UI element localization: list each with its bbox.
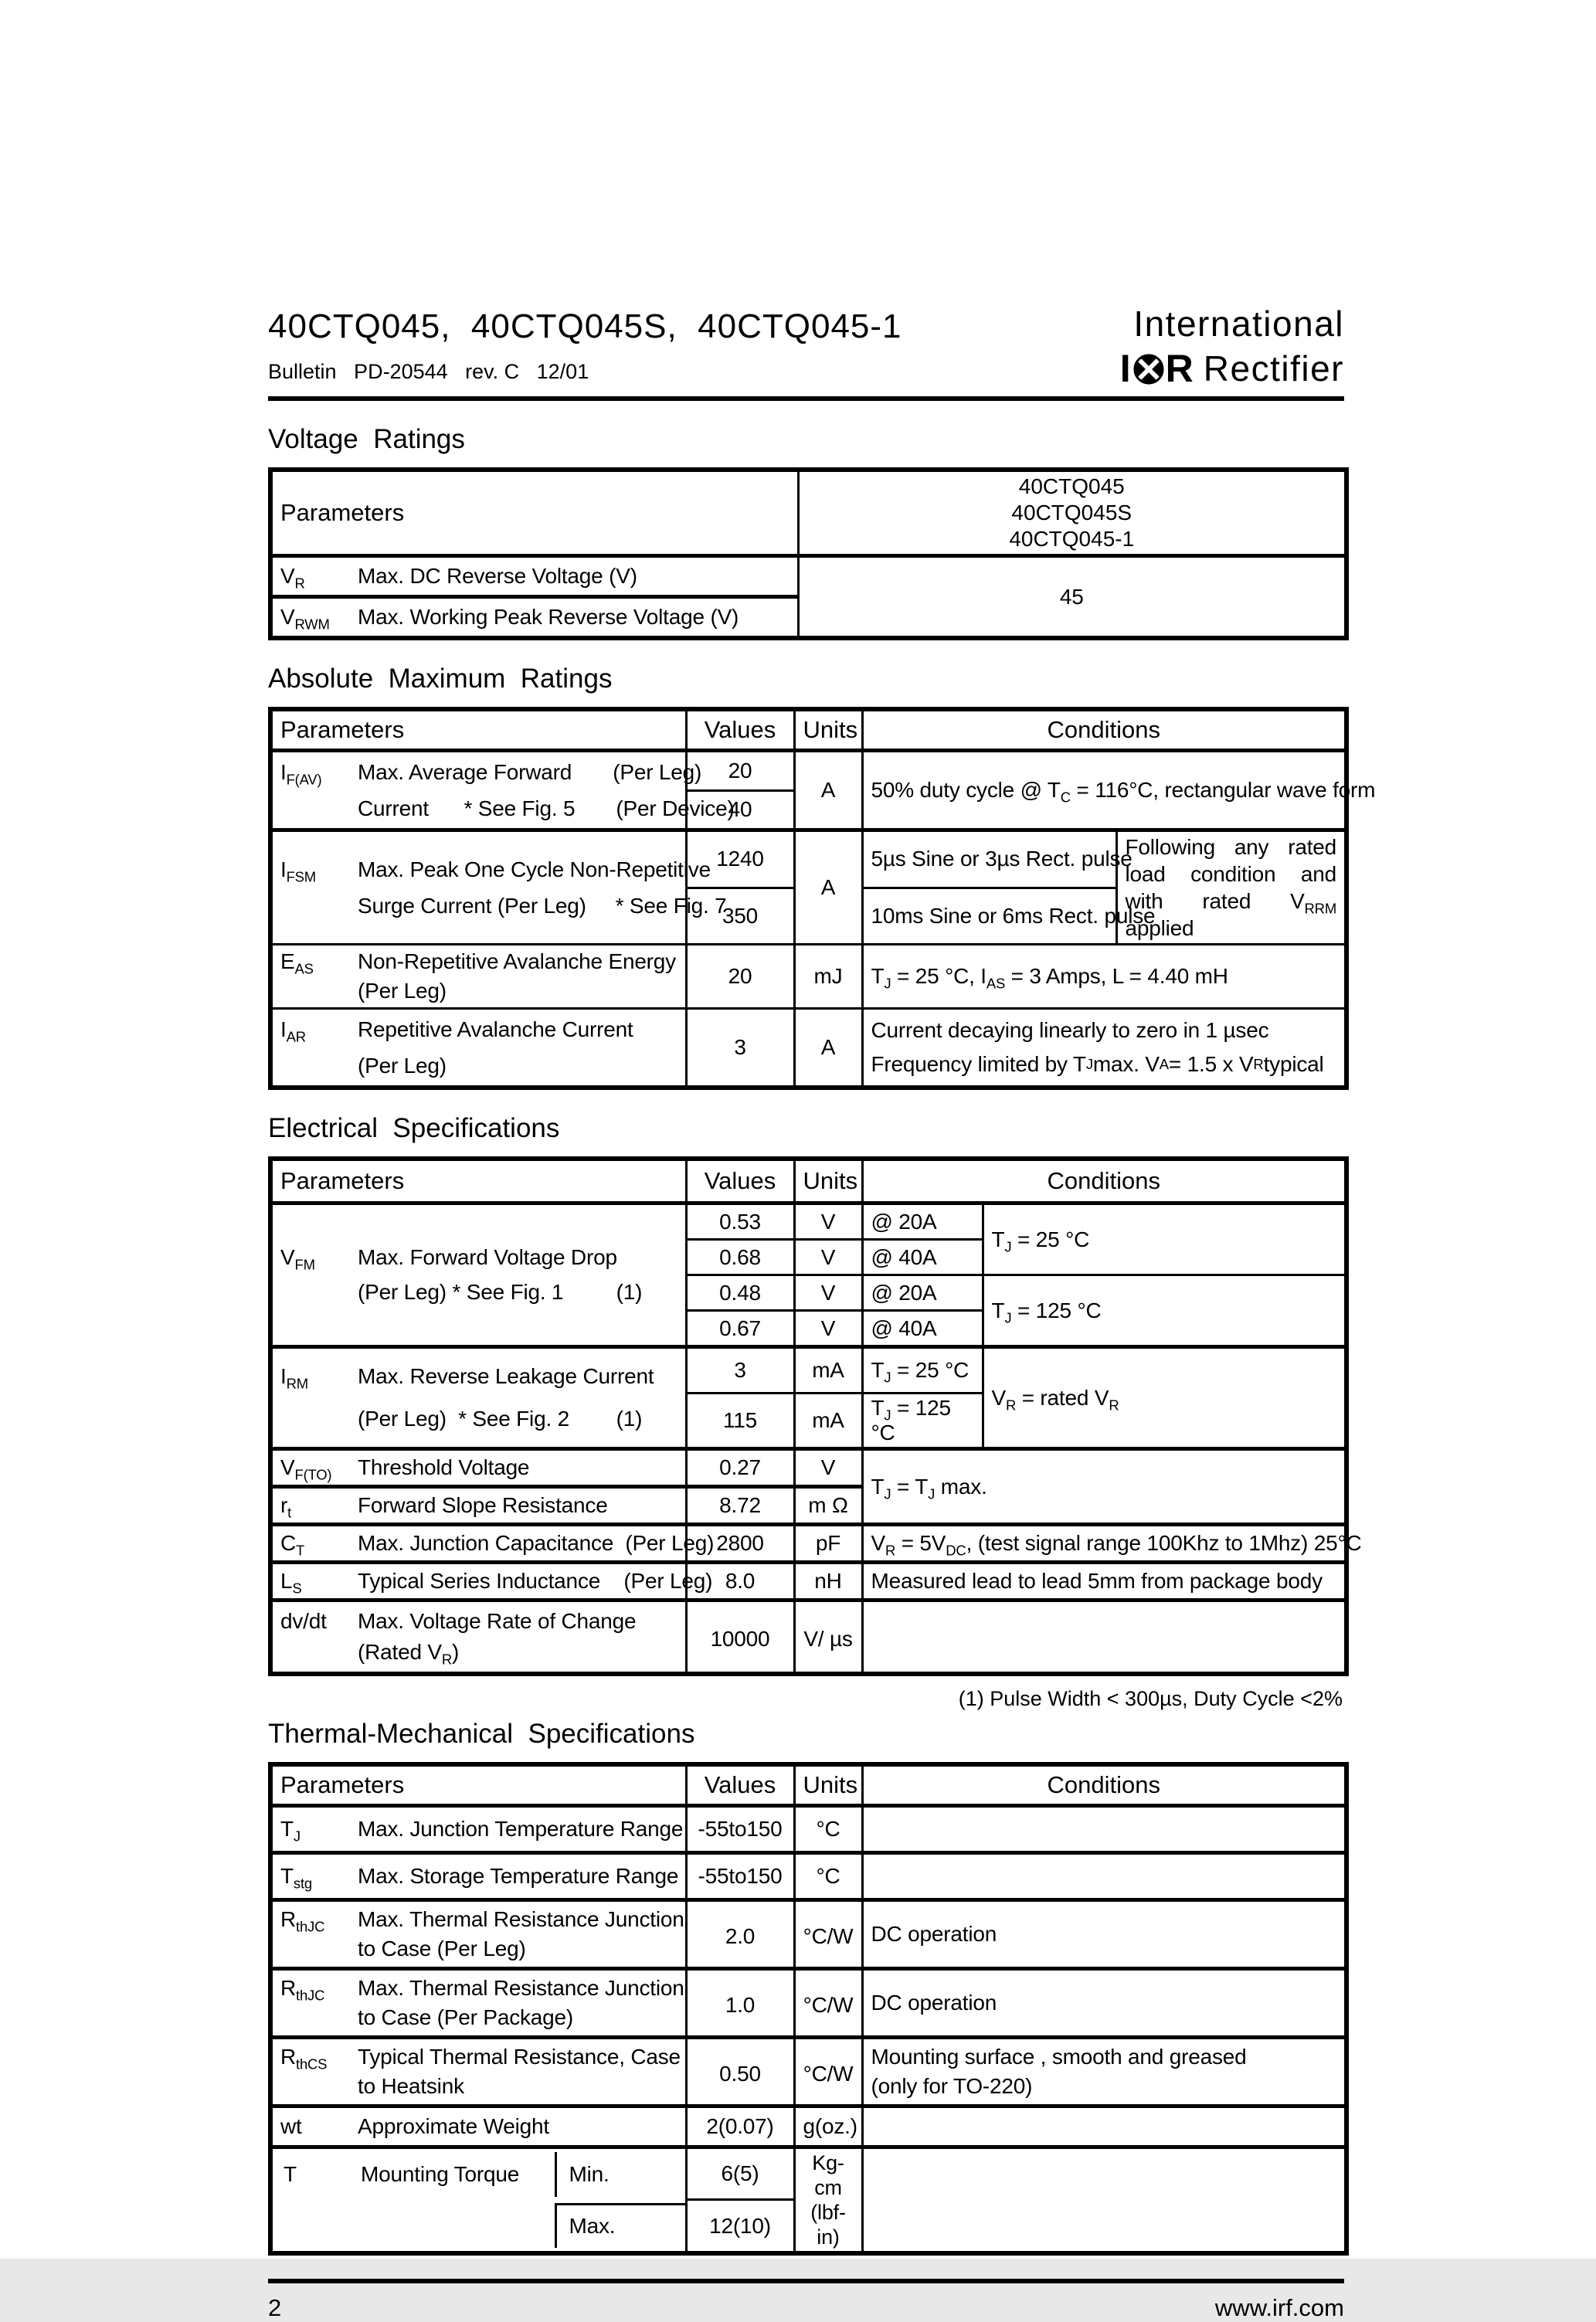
abs-max-table — [268, 707, 1376, 1090]
ifsm-condition-side: Following any rated load condition and with rated $V_{RRM}$ applied — [1116, 830, 1346, 945]
rthcs-condition-line2: (only for TO-220) — [871, 2074, 1033, 2098]
abs-col-values: Values — [686, 709, 794, 751]
irm-desc-line2: (Per Leg) * See Fig. 2 (1) — [358, 1407, 643, 1431]
vr-desc: Max. DC Reverse Voltage (V) — [358, 564, 637, 588]
rthjc-pkg-units: °C/W — [794, 1969, 862, 2038]
torque-units-line2: (lbf-in) — [810, 2201, 846, 2249]
vfm-at-20a: @ 20A — [862, 1203, 983, 1240]
dvdt-row — [270, 1601, 1346, 1675]
tstg-symbol: $T_{stg}$ — [280, 1864, 312, 1892]
vrwm-symbol: $V_{RWM}$ — [280, 605, 330, 633]
rt-units: m Ω — [794, 1487, 862, 1525]
part-numbers-title: 40CTQ045, 40CTQ045S, 40CTQ045-1 — [268, 307, 902, 345]
ct-units: pF — [794, 1525, 862, 1563]
ct-value: 2800 — [686, 1525, 794, 1563]
iar-symbol: $I_{AR}$ — [280, 1017, 306, 1045]
iar-desc-line2: (Per Leg) — [358, 1053, 447, 1078]
torque-row-min — [270, 2147, 1346, 2200]
torque-max-label: Max. — [555, 2203, 685, 2248]
ifsm-desc-line1: Max. Peak One Cycle Non-Repetitive — [358, 857, 711, 881]
vr-symbol: $V_R$ — [280, 564, 305, 592]
thermal-col-units: Units — [794, 1764, 862, 1806]
ir-logo — [1120, 303, 1344, 391]
ls-desc: Typical Series Inductance (Per Leg) — [358, 1569, 713, 1593]
dvdt-conditions-empty — [862, 1601, 1346, 1675]
ifav-row-1 — [270, 751, 1346, 791]
torque-units — [794, 2147, 862, 2254]
rt-symbol: $r_t$ — [280, 1493, 292, 1521]
vfto-desc: Threshold Voltage — [358, 1455, 530, 1479]
torque-param-cell-max — [270, 2200, 686, 2253]
footer-rule — [268, 2279, 1344, 2283]
rthjc-leg-param-cell — [270, 1900, 686, 1969]
irm-units-2: mA — [794, 1394, 862, 1449]
vfm-desc-line2: (Per Leg) * See Fig. 1 (1) — [358, 1280, 643, 1304]
ifsm-value-2: 350 — [686, 888, 794, 944]
rthcs-desc-line1: Typical Thermal Resistance, Case — [358, 2045, 681, 2069]
rthjc-leg-conditions: DC operation — [862, 1900, 1346, 1969]
electrical-table — [268, 1156, 1362, 1676]
vrwm-desc: Max. Working Peak Reverse Voltage (V) — [358, 605, 739, 629]
iar-units: A — [794, 1009, 862, 1088]
rthjc-pkg-conditions: DC operation — [862, 1969, 1346, 2038]
model-name: 40CTQ045S — [1011, 501, 1132, 524]
iar-row — [270, 1009, 1346, 1088]
tstg-value: -55to150 — [686, 1853, 794, 1900]
rthjc-pkg-desc-line1: Max. Thermal Resistance Junction — [358, 1976, 684, 2000]
logo-letter-i: I — [1119, 347, 1132, 390]
voltage-col-parameters: Parameters — [270, 470, 798, 556]
torque-symbol: T — [284, 2161, 297, 2186]
ls-conditions: Measured lead to lead 5mm from package body — [862, 1563, 1346, 1601]
ifsm-row-1 — [270, 830, 1346, 888]
dvdt-units: V/ µs — [794, 1601, 862, 1675]
ls-units: nH — [794, 1563, 862, 1601]
electrical-heading: Electrical Specifications — [268, 1113, 560, 1143]
voltage-header-row — [270, 470, 1346, 556]
dvdt-desc-line2: (Rated $V_R$) — [358, 1640, 460, 1668]
rthjc-pkg-desc-line2: to Case (Per Package) — [358, 2005, 574, 2029]
tj-param-cell — [270, 1806, 686, 1853]
vfm-units-2: V — [794, 1240, 862, 1275]
voltage-ratings-heading: Voltage Ratings — [268, 424, 465, 454]
abs-col-units: Units — [794, 709, 862, 751]
vfm-units-3: V — [794, 1275, 862, 1311]
abs-col-conditions: Conditions — [862, 709, 1346, 751]
eas-value: 20 — [686, 945, 794, 1009]
elec-col-values: Values — [686, 1159, 794, 1203]
irm-value-1: 3 — [686, 1347, 794, 1394]
rthjc-pkg-row — [270, 1969, 1346, 2038]
thermal-col-parameters: Parameters — [270, 1764, 686, 1806]
logo-brand-row — [1120, 346, 1344, 391]
logo-ir-monogram — [1120, 346, 1194, 391]
ifsm-condition-1: 5µs Sine or 3µs Rect. pulse — [862, 830, 1116, 888]
ls-row — [270, 1563, 1346, 1601]
irm-value-2: 115 — [686, 1394, 794, 1449]
rt-desc: Forward Slope Resistance — [358, 1493, 608, 1517]
elec-col-units: Units — [794, 1159, 862, 1203]
wt-param-cell — [270, 2106, 686, 2147]
vfm-units-1: V — [794, 1203, 862, 1240]
vfto-row — [270, 1449, 1346, 1487]
ifav-conditions: 50% duty cycle @ $T_C = 116^\circ C$, rectangular wave form — [862, 751, 1346, 830]
ct-desc: Max. Junction Capacitance (Per Leg) — [358, 1531, 715, 1555]
irm-units-1: mA — [794, 1347, 862, 1394]
ir-globe-icon — [1132, 353, 1165, 385]
rthcs-param-cell — [270, 2038, 686, 2106]
rthcs-units: °C/W — [794, 2038, 862, 2106]
tj-desc: Max. Junction Temperature Range — [358, 1817, 684, 1841]
irm-tj-125: $T_J = 125$ °C — [862, 1394, 983, 1449]
ls-value: 8.0 — [686, 1563, 794, 1601]
vfm-param-cell — [270, 1203, 686, 1347]
torque-desc: Mounting Torque — [361, 2161, 520, 2186]
wt-units: g(oz.) — [794, 2106, 862, 2147]
eas-units: mJ — [794, 945, 862, 1009]
vfto-units: V — [794, 1449, 862, 1487]
torque-min-label: Min. — [555, 2152, 685, 2197]
page-number: 2 — [268, 2294, 282, 2321]
tstg-conditions-empty — [862, 1853, 1346, 1900]
ct-symbol: $C_T$ — [280, 1531, 305, 1559]
vfm-value-2: 0.68 — [686, 1240, 794, 1275]
tstg-desc: Max. Storage Temperature Range — [358, 1864, 679, 1888]
vfm-symbol: $V_{FM}$ — [280, 1245, 315, 1273]
wt-conditions-empty — [862, 2106, 1346, 2147]
vfm-tj-125: $T_J = 125$ °C — [983, 1275, 1346, 1347]
abs-col-parameters: Parameters — [270, 709, 686, 751]
ls-param-cell — [270, 1563, 713, 1601]
vr-param-cell — [270, 556, 798, 597]
page-content — [268, 0, 1376, 2322]
irm-condition-side: $V_R$ = rated $V_R$ — [983, 1347, 1346, 1449]
thermal-col-conditions: Conditions — [862, 1764, 1346, 1806]
wt-symbol: wt — [280, 2114, 302, 2138]
vfm-desc-line1: Max. Forward Voltage Drop — [358, 1245, 617, 1269]
vfm-row-1 — [270, 1203, 1346, 1240]
model-name: 40CTQ045 — [1018, 474, 1125, 498]
vfm-value-1: 0.53 — [686, 1203, 794, 1240]
voltage-col-models — [798, 470, 1346, 556]
tstg-param-cell — [270, 1853, 686, 1900]
rthjc-leg-units: °C/W — [794, 1900, 862, 1969]
rthjc-leg-desc-line2: to Case (Per Leg) — [358, 1937, 526, 1960]
irm-desc-line1: Max. Reverse Leakage Current — [358, 1364, 654, 1388]
rthjc-pkg-value: 1.0 — [686, 1969, 794, 2038]
iar-condition-line2: Frequency limited by T J max. V A = 1.5 x V R typical — [871, 1052, 1324, 1076]
ifav-units: A — [794, 751, 862, 830]
thermal-header-row — [270, 1764, 1346, 1806]
ifav-symbol: $I_{F(AV)}$ — [280, 759, 322, 788]
torque-max-value: 12(10) — [686, 2200, 794, 2253]
thermal-heading: Thermal-Mechanical Specifications — [268, 1719, 695, 1749]
ifsm-symbol: $I_{FSM}$ — [280, 857, 316, 885]
voltage-value-cell: 45 — [798, 556, 1346, 639]
ifsm-units: A — [794, 830, 862, 945]
tj-conditions-empty — [862, 1806, 1346, 1853]
vfto-symbol: $V_{F(TO)}$ — [280, 1455, 332, 1483]
wt-value: 2(0.07) — [686, 2106, 794, 2147]
rthjc-pkg-param-cell — [270, 1969, 686, 2038]
rthjc-leg-value: 2.0 — [686, 1900, 794, 1969]
dvdt-symbol: dv/dt — [280, 1609, 327, 1633]
dvdt-param-cell — [270, 1601, 686, 1675]
dvdt-value: 10000 — [686, 1601, 794, 1675]
irm-tj-25: $T_J = 25$ °C — [862, 1347, 983, 1394]
vfto-conditions: $T_J = T_J$ max. — [862, 1449, 1346, 1525]
tstg-row — [270, 1853, 1346, 1900]
website-url: www.irf.com — [1214, 2294, 1344, 2321]
rthcs-symbol: $R_{thCS}$ — [280, 2045, 328, 2072]
ifav-value-perleg: 20 — [686, 751, 794, 791]
thermal-col-values: Values — [686, 1764, 794, 1806]
ifav-desc-line1: Max. Average Forward (Per Leg) — [358, 759, 702, 784]
elec-col-conditions: Conditions — [862, 1159, 1346, 1203]
rthcs-row — [270, 2038, 1346, 2106]
header-rule — [268, 396, 1344, 401]
iar-conditions — [862, 1009, 1346, 1088]
eas-symbol: $E_{AS}$ — [280, 949, 314, 977]
ct-param-cell — [270, 1525, 715, 1563]
tj-units: °C — [794, 1806, 862, 1853]
ifsm-param-cell — [270, 830, 727, 945]
page-footer — [268, 2294, 1344, 2322]
rt-value: 8.72 — [686, 1487, 794, 1525]
rthjc-leg-symbol: $R_{thJC}$ — [280, 1907, 325, 1935]
rt-param-cell — [270, 1487, 686, 1525]
ifsm-condition-2: 10ms Sine or 6ms Rect. pulse — [862, 888, 1116, 944]
ct-conditions: $V_R = 5V_{DC}$, (test signal range 100Khz to 1Mhz) 25°C — [862, 1525, 1346, 1563]
bulletin-line: Bulletin PD-20544 rev. C 12/01 — [268, 360, 589, 383]
logo-letter-r: R — [1165, 347, 1194, 390]
logo-rectifier-text: Rectifier — [1203, 348, 1344, 389]
ifav-desc-line2: Current * See Fig. 5 (Per Device) — [358, 796, 735, 820]
torque-conditions-empty — [862, 2147, 1346, 2254]
irm-symbol: $I_{RM}$ — [280, 1364, 308, 1392]
rthcs-condition-line1: Mounting surface , smooth and greased — [871, 2045, 1247, 2069]
page-header — [268, 304, 1344, 401]
rthcs-desc-line2: to Heatsink — [358, 2074, 464, 2098]
iar-desc-line1: Repetitive Avalanche Current — [358, 1017, 633, 1041]
vfm-value-3: 0.48 — [686, 1275, 794, 1311]
vfm-tj-25: $T_J = 25$ °C — [983, 1203, 1346, 1275]
rthcs-conditions — [862, 2038, 1346, 2106]
irm-param-cell — [270, 1347, 686, 1449]
tj-value: -55to150 — [686, 1806, 794, 1853]
pulse-width-footnote: (1) Pulse Width < 300µs, Duty Cycle <2% — [958, 1687, 1343, 1710]
ifav-param-cell — [270, 751, 735, 830]
vfto-value: 0.27 — [686, 1449, 794, 1487]
irm-row-1 — [270, 1347, 1346, 1394]
vfm-at-20a-hot: @ 20A — [862, 1275, 983, 1311]
torque-param-cell-min — [270, 2147, 686, 2200]
eas-desc-line2: (Per Leg) — [358, 979, 447, 1003]
vrwm-param-cell — [270, 597, 798, 639]
vfm-at-40a: @ 40A — [862, 1240, 983, 1275]
ls-symbol: $L_S$ — [280, 1569, 302, 1597]
vfm-value-4: 0.67 — [686, 1311, 794, 1347]
vr-row — [270, 556, 1346, 597]
vfm-units-4: V — [794, 1311, 862, 1347]
dvdt-desc-line1: Max. Voltage Rate of Change — [358, 1609, 637, 1633]
rthjc-leg-row — [270, 1900, 1346, 1969]
logo-international-text: International — [1133, 304, 1344, 344]
torque-units-line1: Kg-cm — [812, 2151, 844, 2199]
iar-value: 3 — [686, 1009, 794, 1088]
eas-desc-line1: Non-Repetitive Avalanche Energy — [358, 949, 676, 973]
iar-condition-line1: Current decaying linearly to zero in 1 µsec — [871, 1018, 1269, 1042]
rthjc-leg-desc-line1: Max. Thermal Resistance Junction — [358, 1907, 684, 1931]
wt-desc: Approximate Weight — [358, 2114, 550, 2138]
iar-param-cell — [270, 1009, 686, 1088]
wt-row — [270, 2106, 1346, 2147]
vfm-at-40a-hot: @ 40A — [862, 1311, 983, 1347]
eas-param-cell — [270, 945, 686, 1009]
eas-row — [270, 945, 1346, 1009]
rthjc-pkg-symbol: $R_{thJC}$ — [280, 1976, 325, 2004]
model-name: 40CTQ045-1 — [1009, 527, 1135, 551]
tstg-units: °C — [794, 1853, 862, 1900]
ifav-value-perdevice: 40 — [686, 790, 794, 830]
vfto-param-cell — [270, 1449, 686, 1487]
rthcs-value: 0.50 — [686, 2038, 794, 2106]
abs-header-row — [270, 709, 1346, 751]
elec-col-parameters: Parameters — [270, 1159, 686, 1203]
torque-min-value: 6(5) — [686, 2147, 794, 2200]
eas-conditions: $T_J = 25$ °C, $I_{AS} = 3$ Amps, L = 4.40 mH — [862, 945, 1346, 1009]
tj-symbol: $T_J$ — [280, 1817, 301, 1845]
elec-header-row — [270, 1159, 1346, 1203]
thermal-table — [268, 1762, 1349, 2256]
ifsm-value-1: 1240 — [686, 830, 794, 888]
ct-row — [270, 1525, 1346, 1563]
ifsm-desc-line2: Surge Current (Per Leg) * See Fig. 7 — [358, 893, 727, 918]
voltage-ratings-table — [268, 467, 1349, 640]
tj-row — [270, 1806, 1346, 1853]
abs-max-heading: Absolute Maximum Ratings — [268, 664, 613, 694]
